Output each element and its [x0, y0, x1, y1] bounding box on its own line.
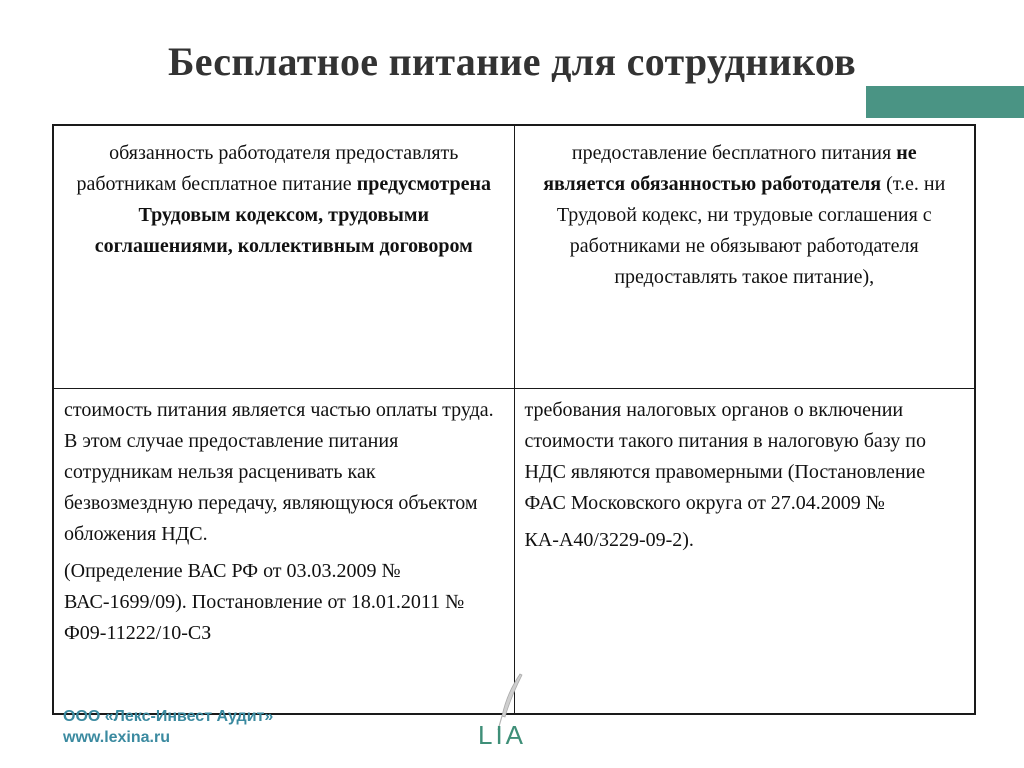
cell-paragraph: (Определение ВАС РФ от 03.03.2009 № ВАС-1699/09). Постановление от 18.01.2011 № Ф09-11222/10-СЗ	[64, 560, 465, 644]
cell-top-left	[53, 125, 514, 389]
table-row	[53, 125, 975, 389]
table-row	[53, 389, 975, 715]
cell-bold-text: не является обязанностью работодателя	[543, 142, 917, 195]
cell-text: предоставление бесплатного питания	[571, 142, 897, 164]
cell-paragraph: КА-А40/3229-09-2).	[524, 529, 694, 551]
cell-top-right	[514, 125, 975, 389]
page-title: Бесплатное питание для сотрудников	[168, 39, 856, 84]
logo-text: LIA	[477, 720, 527, 750]
footer-website[interactable]: www.lexina.ru	[63, 729, 170, 746]
cell-paragraph: стоимость питания является частью оплаты труда. В этом случае предоставление питания сотрудникам нельзя расценивать как безвозмездную передачу, являющуюся объектом обложения НДС.	[64, 399, 494, 545]
cell-bottom-left	[53, 389, 514, 715]
cell-bold-text: предусмотрена Трудовым кодексом, трудовыми соглашениями, коллективным договором	[94, 173, 492, 257]
cell-text: (т.е. ни Трудовой кодекс, ни трудовые соглашения с работниками не обязывают работодателя предоставлять такое питание),	[556, 173, 946, 288]
quill-logo-icon	[462, 672, 542, 750]
cell-paragraph: требования налоговых органов о включении стоимости такого питания в налоговую базу по НДС являются правомерными (Постановление ФАС Московского округа от 27.04.2009 №	[524, 399, 926, 514]
cell-text: обязанность работодателя предоставлять работникам бесплатное питание	[76, 142, 459, 195]
accent-bar	[866, 86, 1024, 118]
comparison-table	[52, 124, 976, 715]
cell-bottom-right	[514, 389, 975, 715]
lia-logo	[462, 672, 542, 750]
footer	[63, 706, 273, 748]
footer-company: ООО «Лекс-Инвест Аудит»	[63, 708, 274, 725]
